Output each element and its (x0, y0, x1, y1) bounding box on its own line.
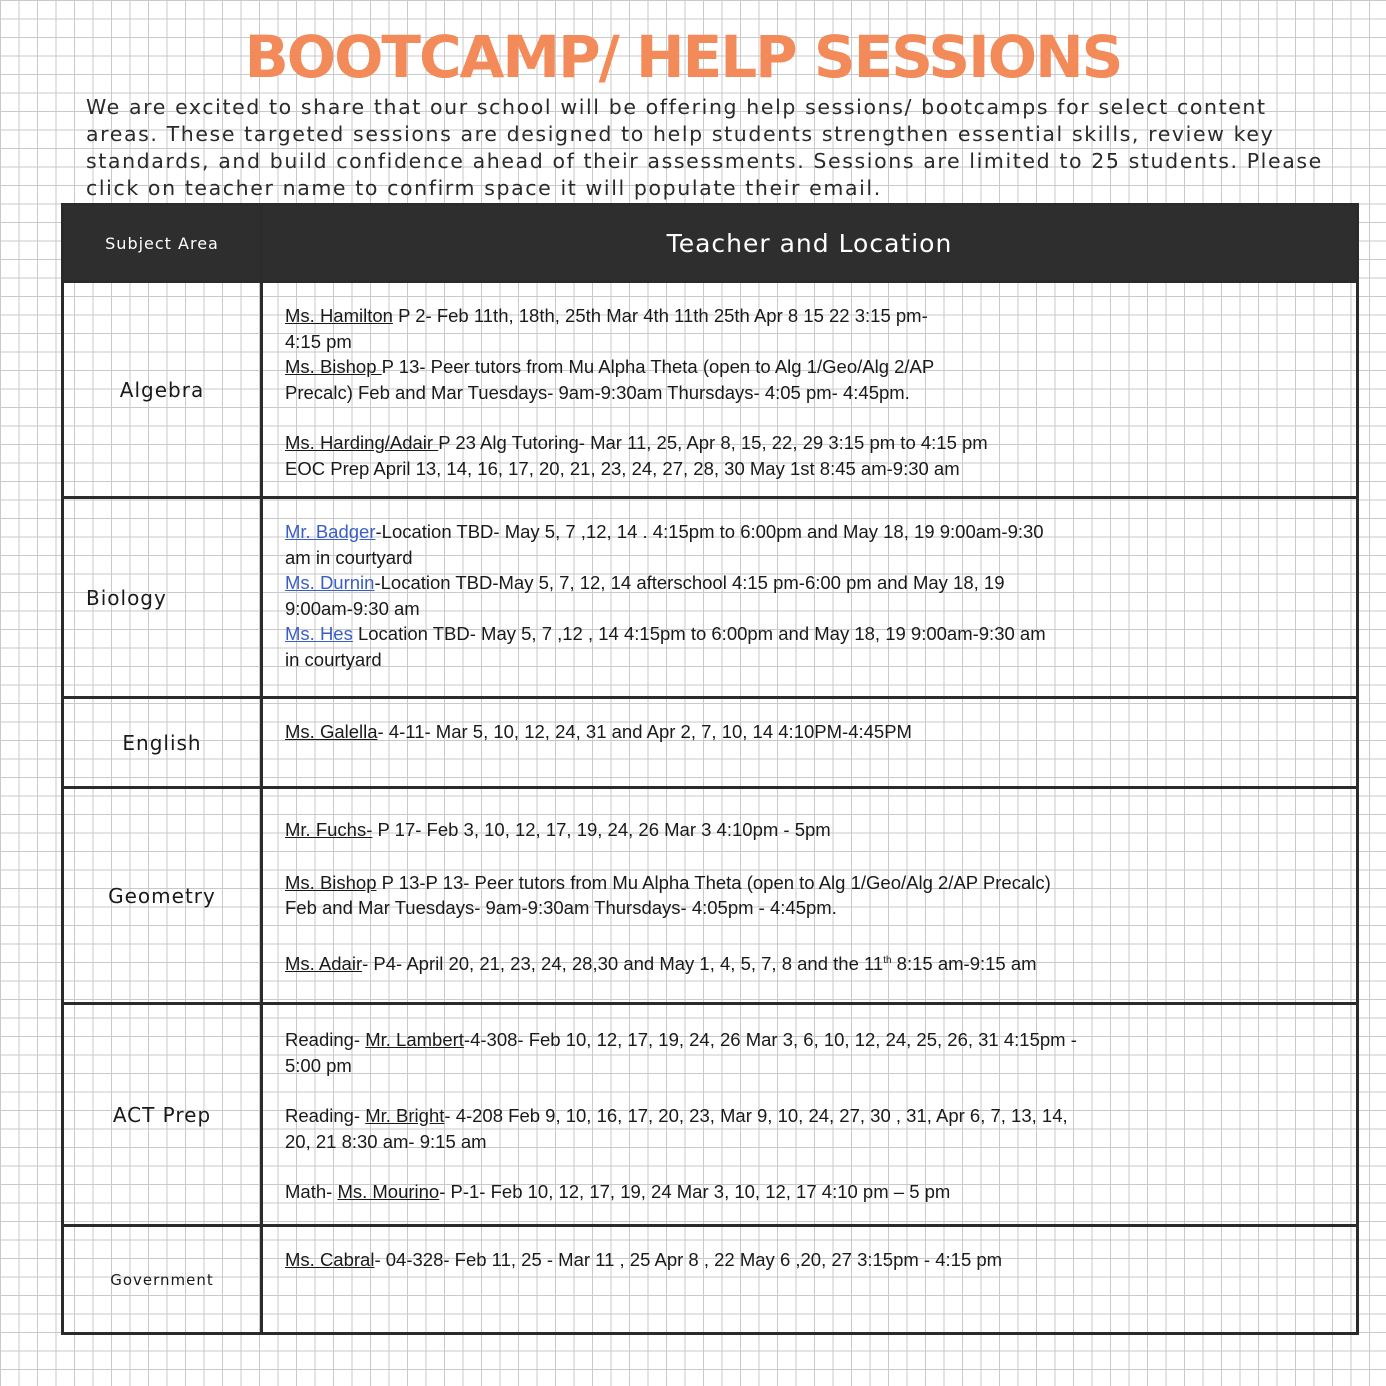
session-text: - 4-11- Mar 5, 10, 12, 24, 31 and Apr 2, 7, 10, 14 4:10PM-4:45PM (377, 721, 912, 742)
subject-act-prep: ACT Prep (63, 1004, 262, 1226)
list-item (285, 354, 1334, 380)
table-row-biology (63, 498, 1358, 698)
table-row-english (63, 698, 1358, 788)
list-item (285, 303, 1334, 329)
session-text: Location TBD- May 5, 7 ,12 , 14 4:15pm to 6:00pm and May 18, 19 9:00am-9:30 am (352, 623, 1046, 644)
table-row-geometry (63, 788, 1358, 1004)
act-details (262, 1004, 1358, 1226)
session-text: 9:00am-9:30 am (285, 597, 420, 619)
list-item (285, 1027, 1334, 1053)
section-prefix: Reading- (285, 1105, 366, 1126)
teacher-link-badger[interactable]: Mr. Badger (285, 521, 376, 542)
list-item (285, 1103, 1334, 1129)
session-text: P 13- Peer tutors from Mu Alpha Theta (open to Alg 1/Geo/Alg 2/AP (381, 356, 935, 377)
intro-paragraph: We are excited to share that our school will be offering help sessions/ bootcamps for select content areas. These targeted sessions are designed to help students strengthen essential skills, review key standards, and build confidence ahead of their assessments. Sessions are limited to 25 students. Please click on teacher name to confirm space it will populate their email. (86, 95, 1323, 200)
session-text: - 4-208 Feb 9, 10, 16, 17, 20, 23, Mar 9, 10, 24, 27, 30 , 31, Apr 6, 7, 13, 14, (444, 1105, 1068, 1126)
teacher-link-harding-adair[interactable]: Ms. Harding/Adair (285, 432, 439, 453)
session-text: Feb and Mar Tuesdays- 9am-9:30am Thursdays- 4:05pm - 4:45pm. (285, 897, 837, 918)
teacher-link-bishop[interactable]: Ms. Bishop (285, 356, 382, 377)
session-text: - P4- April 20, 21, 23, 24, 28,30 and May 1, 4, 5, 7, 8 and the 11 (362, 952, 884, 974)
teacher-link-bishop-geo[interactable]: Ms. Bishop (285, 871, 377, 893)
session-text: P 2- Feb 11th, 18th, 25th Mar 4th 11th 25th Apr 8 15 22 3:15 pm- (392, 305, 928, 326)
subject-geometry: Geometry (63, 788, 262, 1004)
list-item (285, 1247, 1334, 1273)
government-details (262, 1226, 1358, 1334)
session-text: -Location TBD-May 5, 7, 12, 14 afterschool 4:15 pm-6:00 pm and May 18, 19 (374, 572, 1005, 593)
list-item (285, 430, 1334, 456)
table-row-government (63, 1226, 1358, 1334)
list-item (285, 719, 1334, 745)
table-header-row (63, 205, 1358, 282)
subject-biology: Biology (63, 498, 262, 698)
schedule-table (61, 203, 1359, 1335)
section-prefix: Math- (285, 1181, 338, 1202)
subject-government: Government (63, 1226, 262, 1334)
session-text: -4-308- Feb 10, 12, 17, 19, 24, 26 Mar 3, 6, 10, 12, 24, 25, 26, 31 4:15pm - (463, 1029, 1077, 1050)
teacher-link-adair[interactable]: Ms. Adair (285, 952, 363, 974)
teacher-link-hamilton[interactable]: Ms. Hamilton (285, 305, 393, 326)
geometry-details (262, 788, 1358, 1004)
header-teacher-location: Teacher and Location (262, 205, 1358, 282)
list-item (285, 817, 1334, 843)
session-text: EOC Prep April 13, 14, 16, 17, 20, 21, 23, 24, 27, 28, 30 May 1st 8:45 am-9:30 am (285, 457, 960, 479)
session-text: -Location TBD- May 5, 7 ,12, 14 . 4:15pm to 6:00pm and May 18, 19 9:00am-9:30 (375, 521, 1044, 542)
session-text: 5:00 pm (285, 1054, 352, 1076)
list-item (285, 519, 1334, 545)
teacher-link-fuchs[interactable]: Mr. Fuchs- (285, 819, 373, 840)
teacher-link-hes[interactable]: Ms. Hes (285, 623, 353, 644)
session-text: - 04-328- Feb 11, 25 - Mar 11 , 25 Apr 8 , 22 May 6 ,20, 27 3:15pm - 4:15 pm (374, 1249, 1003, 1270)
session-text: P 23 Alg Tutoring- Mar 11, 25, Apr 8, 15, 22, 29 3:15 pm to 4:15 pm (438, 432, 988, 453)
list-item (285, 621, 1334, 647)
table-row-act-prep (63, 1004, 1358, 1226)
english-details (262, 698, 1358, 788)
teacher-link-cabral[interactable]: Ms. Cabral (285, 1249, 375, 1270)
ordinal-suffix: th (883, 954, 892, 966)
section-prefix: Reading- (285, 1029, 366, 1050)
session-text: am in courtyard (285, 546, 413, 568)
algebra-details (262, 282, 1358, 498)
session-text: 4:15 pm (285, 330, 352, 352)
list-item (285, 570, 1334, 596)
biology-details (262, 498, 1358, 698)
list-item (285, 1179, 1334, 1205)
teacher-link-mourino[interactable]: Ms. Mourino (337, 1181, 440, 1202)
teacher-link-galella[interactable]: Ms. Galella (285, 721, 378, 742)
session-text: - P-1- Feb 10, 12, 17, 19, 24 Mar 3, 10, 12, 17 4:10 pm – 5 pm (439, 1181, 951, 1202)
page-title: BOOTCAMP/ HELP SESSIONS (244, 23, 1122, 91)
teacher-link-lambert[interactable]: Mr. Lambert (365, 1029, 464, 1050)
teacher-link-bright[interactable]: Mr. Bright (365, 1105, 445, 1126)
session-text: P 13-P 13- Peer tutors from Mu Alpha Theta (open to Alg 1/Geo/Alg 2/AP Precalc) (376, 871, 1051, 893)
subject-english: English (63, 698, 262, 788)
list-item (285, 870, 1334, 896)
session-text: P 17- Feb 3, 10, 12, 17, 19, 24, 26 Mar 3 4:10pm - 5pm (372, 819, 831, 840)
session-text: Precalc) Feb and Mar Tuesdays- 9am-9:30am Thursdays- 4:05 pm- 4:45pm. (285, 381, 910, 403)
session-text: 20, 21 8:30 am- 9:15 am (285, 1130, 487, 1152)
session-text: in courtyard (285, 648, 382, 670)
table-row-algebra (63, 282, 1358, 498)
list-item (285, 948, 1334, 977)
header-subject-area: Subject Area (63, 205, 262, 282)
session-text: 8:15 am-9:15 am (891, 952, 1037, 974)
subject-algebra: Algebra (63, 282, 262, 498)
teacher-link-durnin[interactable]: Ms. Durnin (285, 572, 375, 593)
